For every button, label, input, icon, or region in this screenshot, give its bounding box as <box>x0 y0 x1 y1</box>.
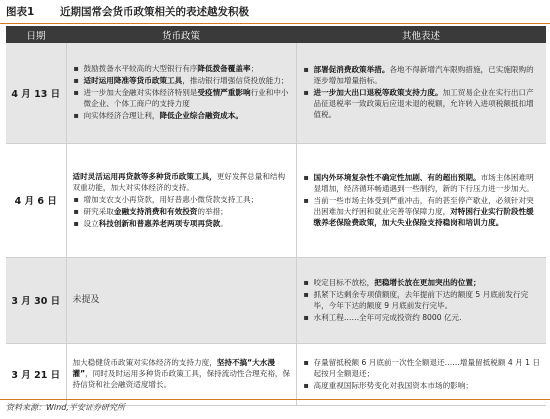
bullet-item <box>303 289 542 311</box>
text-run: 金融支持消费和有效投资 <box>113 206 198 216</box>
text-run: 对特困行业实行阶段性缓缴养老保险费政策，加大失业保险支持稳岗和培训力度。 <box>313 206 534 227</box>
monetary-lead-text <box>73 171 291 193</box>
bullet-item <box>303 277 542 288</box>
bullet-item <box>73 110 291 121</box>
text-run: 科技创新和普惠养老两项专项再贷款 <box>98 218 221 228</box>
date-cell: 3 月 21 日 <box>6 343 66 405</box>
bullet-item <box>303 64 542 86</box>
text-run: 适时灵活运用再贷款等多种货币政策工具， <box>72 171 217 181</box>
other-statements-cell <box>296 343 546 405</box>
bullet-list <box>303 277 542 323</box>
text-run: 增加支农支小再贷款，用好普惠小微贷款支持工具； <box>83 194 259 204</box>
table-row <box>6 343 546 405</box>
bullet-item <box>73 194 291 205</box>
text-run: 更好发挥总量和结构双重功能，加大对实体经济的支持。 <box>72 171 286 192</box>
bullet-item <box>303 312 542 323</box>
text-run: 设立 <box>83 218 99 228</box>
text-run: 坚持不搞“大水漫灌” <box>72 358 275 378</box>
text-run: 国内外环境复杂性不确定性加剧、有的超出预期。 <box>313 172 481 182</box>
monetary-policy-cell <box>66 257 296 343</box>
monetary-policy-cell <box>66 143 296 257</box>
bullet-item <box>303 172 542 194</box>
other-statements-cell <box>296 143 546 257</box>
bullet-item <box>73 218 291 229</box>
bullet-list <box>303 64 542 120</box>
bottom-rule <box>0 399 550 400</box>
bullet-list <box>73 63 291 121</box>
bullet-item <box>73 75 291 86</box>
bullet-item <box>73 206 291 217</box>
header-other: 其他表述 <box>296 26 546 43</box>
text-run: 咬定目标不放松， <box>313 277 375 287</box>
bullet-list <box>303 172 542 228</box>
figure-title-bar <box>0 0 550 24</box>
text-run: 降低拨备覆盖率 <box>197 64 251 74</box>
table-row <box>6 43 546 143</box>
date-cell: 3 月 30 日 <box>6 257 66 343</box>
text-run: 向实体经济合理让利， <box>83 111 160 121</box>
text-run: 部署促消费政策举措。 <box>313 65 390 75</box>
other-statements-cell <box>296 257 546 343</box>
table-header-row <box>6 26 546 43</box>
figure-title: 近期国常会货币政策相关的表述越发积极 <box>60 6 249 18</box>
text-run: 加工贸易企业在实行出口产品征退税率一致政策后应退未退的税额，允许转入进项税额抵扣增值税。 <box>313 88 534 120</box>
text-run: 加大稳健货币政策对实体经济的支持力度， <box>72 358 217 367</box>
monetary-lead-text <box>73 357 291 390</box>
text-run: ； <box>250 64 259 74</box>
not-mentioned-text: 未提及 <box>72 294 100 305</box>
header-monetary: 货币政策 <box>66 26 296 43</box>
figure-label: 图表1 <box>6 6 35 18</box>
date-cell: 4 月 6 日 <box>6 143 66 257</box>
bullet-item <box>303 357 542 379</box>
source-note: 资料来源：Wind,平安证券研究所 <box>6 403 125 412</box>
text-run: 高度重视国际形势变化对我国资本市场的影响； <box>313 380 473 390</box>
bullet-item <box>73 87 291 109</box>
table-row <box>6 143 546 257</box>
text-run: 鼓励拨备水平较高的大型银行有序 <box>83 64 198 74</box>
text-run: 适时运用降准等货币政策工具 <box>83 76 183 86</box>
text-run: 各地不得新增汽车限购措施，已实施限购的逐步增加增量指标。 <box>313 65 534 86</box>
policy-table <box>6 26 546 406</box>
bullet-item <box>73 63 291 74</box>
monetary-policy-cell <box>66 343 296 405</box>
text-run: 研究采取 <box>83 206 114 216</box>
bullet-item <box>303 380 542 391</box>
bullet-item <box>303 87 542 120</box>
monetary-policy-cell <box>66 43 296 143</box>
text-run: 的举措； <box>197 206 228 216</box>
text-run: 受疫情严重影响 <box>197 88 251 98</box>
table-row <box>6 257 546 343</box>
text-run: 存量留抵税额 6 月底前一次性全额退还……增量留抵税额 4 月 1 日起按月全额退还； <box>313 357 540 378</box>
text-run: 把稳增长放在更加突出的位置； <box>374 277 481 287</box>
text-run: 进一步加大出口退税等政策支持力度。 <box>313 88 443 98</box>
text-run: 抓紧下达剩余专项债额度，去年提前下达的额度 5 月底前发行完毕，今年下达的额度 9 月底前发行完毕。 <box>313 289 529 310</box>
text-run: 进一步加大金融对实体经济特别是 <box>83 88 198 98</box>
other-statements-cell <box>296 43 546 143</box>
text-run: 降低企业综合融资成本。 <box>159 111 243 121</box>
bullet-item <box>303 195 542 228</box>
text-run: 行业和中小微企业、个体工商户的支持力度 <box>83 88 289 109</box>
bullet-list <box>303 357 542 391</box>
text-run: 水利工程……全年可完成投资约 8000 亿元. <box>313 312 462 322</box>
date-cell: 4 月 13 日 <box>6 43 66 143</box>
bullet-list <box>73 194 291 229</box>
text-run: 。 <box>220 218 228 228</box>
text-run: 当前一些市场主体受到严重冲击，有的甚至停产歇业，必须针对突出困难加大纾困和就业完善等保障力度， <box>313 195 534 216</box>
text-run: ，同时及时运用多种货币政策工具，保持流动性合理充裕，保持信贷和社会融资适度增长。 <box>72 369 291 389</box>
text-run: ，推动银行增强信贷投放能力； <box>182 76 289 86</box>
text-run: 市场主体困难明显增加，经济循环畅通遇到一些制约，新的下行压力进一步加大。 <box>313 172 534 193</box>
header-date: 日期 <box>6 26 66 43</box>
